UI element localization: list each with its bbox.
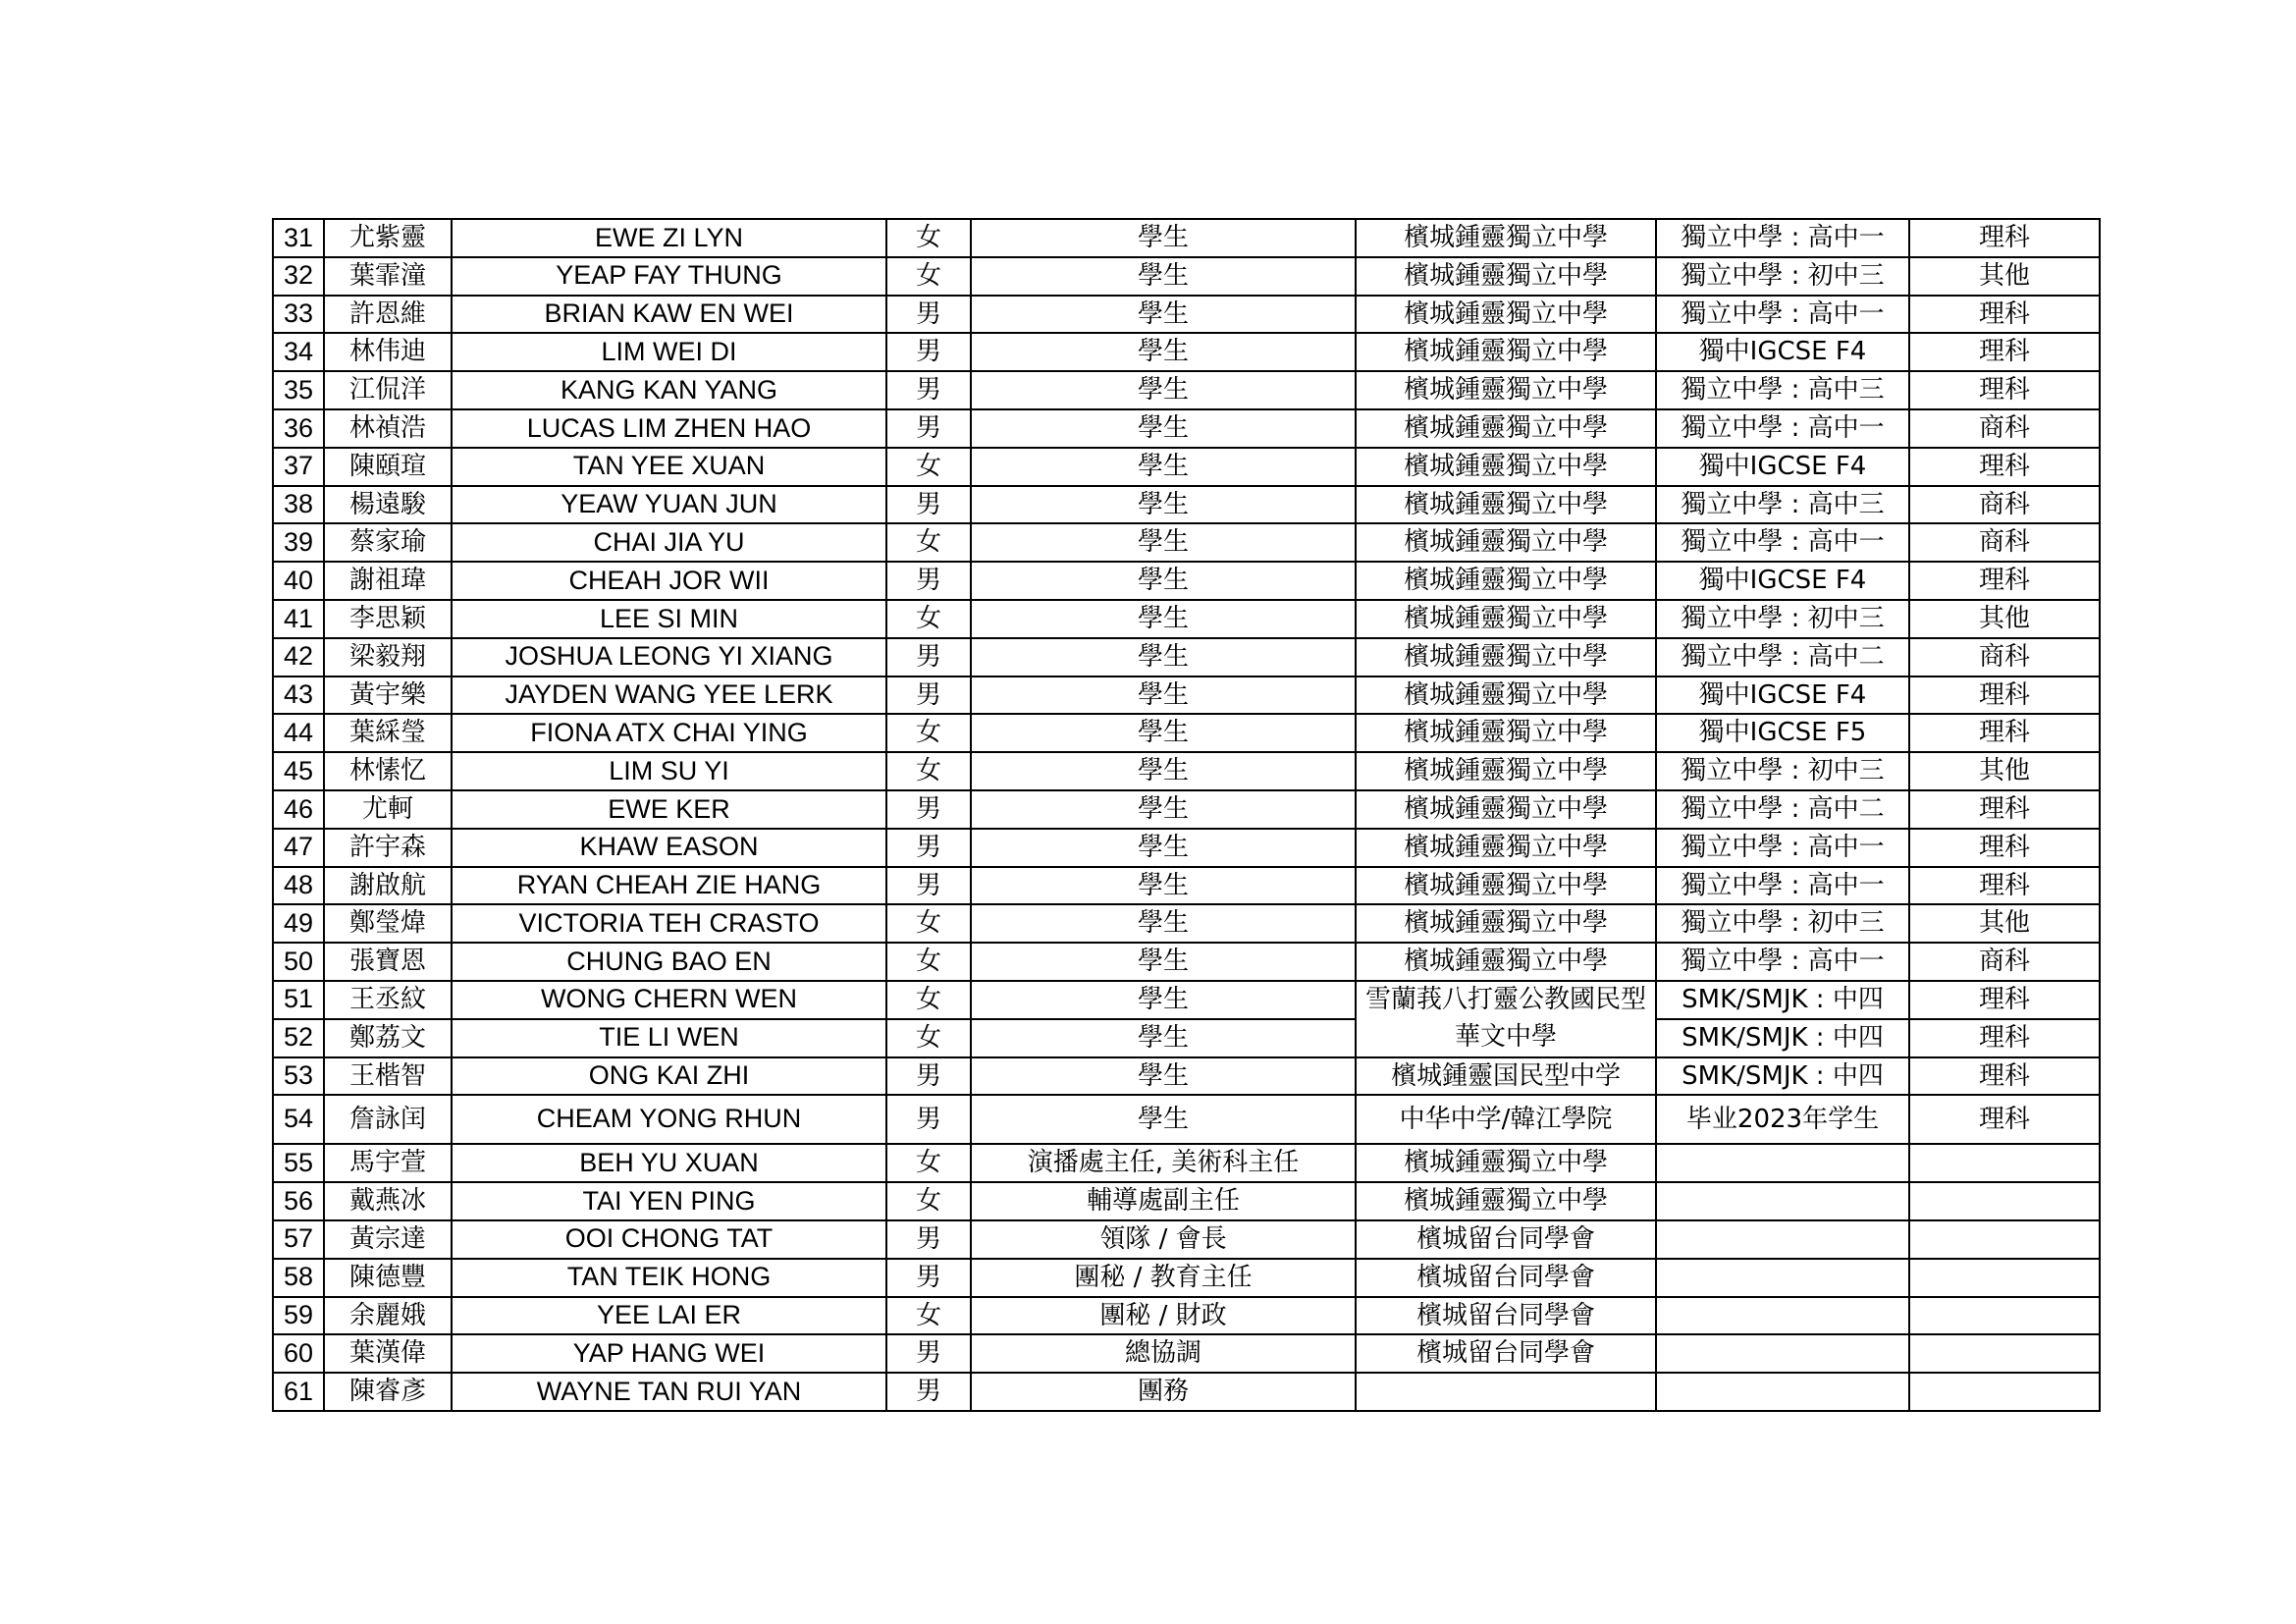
stream-cell <box>1909 1182 2100 1220</box>
table-row <box>273 1373 2100 1411</box>
stream-cell: 理科 <box>1909 219 2100 257</box>
table-row <box>273 333 2100 371</box>
english-name-cell: TAI YEN PING <box>452 1182 886 1220</box>
grade-level-cell: 獨中IGCSE F5 <box>1656 714 1909 752</box>
gender-cell: 男 <box>886 562 971 600</box>
grade-level-cell: 獨中IGCSE F4 <box>1656 677 1909 715</box>
chinese-name-cell: 詹詠闰 <box>324 1095 452 1144</box>
english-name-cell: YEAW YUAN JUN <box>452 486 886 524</box>
school-cell: 檳城鍾靈獨立中學 <box>1356 829 1656 867</box>
table-row <box>273 486 2100 524</box>
chinese-name-cell: 王楷智 <box>324 1057 452 1096</box>
chinese-name-cell: 楊遠駿 <box>324 486 452 524</box>
stream-cell: 商科 <box>1909 638 2100 677</box>
gender-cell: 女 <box>886 1019 971 1057</box>
stream-cell <box>1909 1220 2100 1259</box>
role-cell: 學生 <box>971 943 1356 981</box>
table-row <box>273 1019 2100 1057</box>
english-name-cell: LIM WEI DI <box>452 333 886 371</box>
english-name-cell: TAN YEE XUAN <box>452 448 886 486</box>
gender-cell: 男 <box>886 1057 971 1096</box>
stream-cell: 理科 <box>1909 296 2100 334</box>
english-name-cell: EWE ZI LYN <box>452 219 886 257</box>
role-cell: 學生 <box>971 296 1356 334</box>
row-number-cell: 43 <box>273 677 324 715</box>
grade-level-cell: 獨立中學 : 高中一 <box>1656 219 1909 257</box>
table-row <box>273 1057 2100 1096</box>
school-cell: 檳城鍾靈獨立中學 <box>1356 257 1656 296</box>
grade-level-cell <box>1656 1297 1909 1335</box>
table-row <box>273 904 2100 943</box>
grade-level-cell <box>1656 1182 1909 1220</box>
chinese-name-cell: 葉霏潼 <box>324 257 452 296</box>
gender-cell: 男 <box>886 829 971 867</box>
role-cell: 學生 <box>971 904 1356 943</box>
chinese-name-cell: 尤軻 <box>324 790 452 829</box>
stream-cell: 理科 <box>1909 371 2100 409</box>
stream-cell <box>1909 1334 2100 1373</box>
table-row <box>273 371 2100 409</box>
role-cell: 學生 <box>971 600 1356 638</box>
school-cell: 檳城鍾靈獨立中學 <box>1356 677 1656 715</box>
school-cell: 檳城留台同學會 <box>1356 1220 1656 1259</box>
grade-level-cell: 獨立中學 : 高中一 <box>1656 523 1909 562</box>
chinese-name-cell: 林愫忆 <box>324 752 452 790</box>
school-cell <box>1356 1373 1656 1411</box>
grade-level-cell: 獨立中學 : 高中二 <box>1656 790 1909 829</box>
chinese-name-cell: 馬宇萱 <box>324 1144 452 1182</box>
gender-cell: 女 <box>886 1182 971 1220</box>
row-number-cell: 34 <box>273 333 324 371</box>
english-name-cell: KANG KAN YANG <box>452 371 886 409</box>
table-row <box>273 752 2100 790</box>
gender-cell: 男 <box>886 1373 971 1411</box>
role-cell: 學生 <box>971 638 1356 677</box>
table-row <box>273 1220 2100 1259</box>
stream-cell: 商科 <box>1909 523 2100 562</box>
chinese-name-cell: 梁毅翔 <box>324 638 452 677</box>
row-number-cell: 56 <box>273 1182 324 1220</box>
row-number-cell: 38 <box>273 486 324 524</box>
grade-level-cell: SMK/SMJK : 中四 <box>1656 1057 1909 1096</box>
chinese-name-cell: 李思颖 <box>324 600 452 638</box>
row-number-cell: 50 <box>273 943 324 981</box>
school-cell: 檳城鍾靈獨立中學 <box>1356 448 1656 486</box>
gender-cell: 男 <box>886 790 971 829</box>
chinese-name-cell: 黃宇樂 <box>324 677 452 715</box>
school-cell: 檳城鍾靈獨立中學 <box>1356 943 1656 981</box>
english-name-cell: ONG KAI ZHI <box>452 1057 886 1096</box>
stream-cell: 理科 <box>1909 790 2100 829</box>
english-name-cell: JOSHUA LEONG YI XIANG <box>452 638 886 677</box>
table-row <box>273 219 2100 257</box>
role-cell: 學生 <box>971 486 1356 524</box>
english-name-cell: BEH YU XUAN <box>452 1144 886 1182</box>
row-number-cell: 42 <box>273 638 324 677</box>
gender-cell: 女 <box>886 257 971 296</box>
chinese-name-cell: 鄭荔文 <box>324 1019 452 1057</box>
stream-cell: 理科 <box>1909 333 2100 371</box>
school-cell: 檳城鍾靈獨立中學 <box>1356 562 1656 600</box>
role-cell: 學生 <box>971 1019 1356 1057</box>
table-row <box>273 829 2100 867</box>
english-name-cell: CHEAH JOR WII <box>452 562 886 600</box>
grade-level-cell: 毕业2023年学生 <box>1656 1095 1909 1144</box>
school-cell: 檳城鍾靈獨立中學 <box>1356 1144 1656 1182</box>
row-number-cell: 55 <box>273 1144 324 1182</box>
stream-cell: 理科 <box>1909 829 2100 867</box>
stream-cell <box>1909 1259 2100 1297</box>
table-row <box>273 677 2100 715</box>
chinese-name-cell: 葉漢偉 <box>324 1334 452 1373</box>
english-name-cell: YEAP FAY THUNG <box>452 257 886 296</box>
table-row <box>273 638 2100 677</box>
role-cell: 學生 <box>971 1095 1356 1144</box>
role-cell: 學生 <box>971 714 1356 752</box>
chinese-name-cell: 許恩維 <box>324 296 452 334</box>
role-cell: 學生 <box>971 409 1356 448</box>
stream-cell <box>1909 1297 2100 1335</box>
row-number-cell: 53 <box>273 1057 324 1096</box>
row-number-cell: 52 <box>273 1019 324 1057</box>
row-number-cell: 41 <box>273 600 324 638</box>
school-cell: 檳城留台同學會 <box>1356 1334 1656 1373</box>
chinese-name-cell: 尤紫靈 <box>324 219 452 257</box>
english-name-cell: CHEAM YONG RHUN <box>452 1095 886 1144</box>
gender-cell: 男 <box>886 1220 971 1259</box>
role-cell: 學生 <box>971 371 1356 409</box>
grade-level-cell: 獨立中學 : 高中二 <box>1656 638 1909 677</box>
chinese-name-cell: 許宇森 <box>324 829 452 867</box>
grade-level-cell: 獨立中學 : 高中一 <box>1656 296 1909 334</box>
grade-level-cell: 獨中IGCSE F4 <box>1656 562 1909 600</box>
school-cell: 檳城鍾靈獨立中學 <box>1356 714 1656 752</box>
row-number-cell: 37 <box>273 448 324 486</box>
row-number-cell: 32 <box>273 257 324 296</box>
stream-cell: 理科 <box>1909 677 2100 715</box>
role-cell: 領隊 / 會長 <box>971 1220 1356 1259</box>
gender-cell: 女 <box>886 219 971 257</box>
stream-cell: 理科 <box>1909 1095 2100 1144</box>
stream-cell <box>1909 1144 2100 1182</box>
role-cell: 學生 <box>971 677 1356 715</box>
grade-level-cell: 獨立中學 : 高中三 <box>1656 486 1909 524</box>
english-name-cell: TAN TEIK HONG <box>452 1259 886 1297</box>
school-cell: 檳城鍾靈獨立中學 <box>1356 867 1656 905</box>
school-cell: 檳城鍾靈国民型中学 <box>1356 1057 1656 1096</box>
row-number-cell: 40 <box>273 562 324 600</box>
school-cell: 檳城鍾靈獨立中學 <box>1356 371 1656 409</box>
grade-level-cell <box>1656 1220 1909 1259</box>
school-cell: 檳城鍾靈獨立中學 <box>1356 219 1656 257</box>
grade-level-cell: SMK/SMJK : 中四 <box>1656 981 1909 1019</box>
chinese-name-cell: 陳睿彥 <box>324 1373 452 1411</box>
table-row <box>273 600 2100 638</box>
school-cell: 檳城鍾靈獨立中學 <box>1356 1182 1656 1220</box>
grade-level-cell: 獨立中學 : 高中一 <box>1656 867 1909 905</box>
table-row <box>273 1095 2100 1144</box>
table-row <box>273 562 2100 600</box>
english-name-cell: LUCAS LIM ZHEN HAO <box>452 409 886 448</box>
row-number-cell: 59 <box>273 1297 324 1335</box>
school-cell: 檳城鍾靈獨立中學 <box>1356 486 1656 524</box>
chinese-name-cell: 張寶恩 <box>324 943 452 981</box>
gender-cell: 男 <box>886 1259 971 1297</box>
english-name-cell: VICTORIA TEH CRASTO <box>452 904 886 943</box>
gender-cell: 男 <box>886 677 971 715</box>
stream-cell: 理科 <box>1909 1019 2100 1057</box>
chinese-name-cell: 林伟迪 <box>324 333 452 371</box>
role-cell: 團秘 / 教育主任 <box>971 1259 1356 1297</box>
role-cell: 學生 <box>971 752 1356 790</box>
gender-cell: 男 <box>886 296 971 334</box>
gender-cell: 女 <box>886 981 971 1019</box>
gender-cell: 男 <box>886 638 971 677</box>
gender-cell: 女 <box>886 448 971 486</box>
grade-level-cell <box>1656 1373 1909 1411</box>
english-name-cell: EWE KER <box>452 790 886 829</box>
school-cell: 檳城鍾靈獨立中學 <box>1356 790 1656 829</box>
english-name-cell: CHUNG BAO EN <box>452 943 886 981</box>
chinese-name-cell: 王丞紋 <box>324 981 452 1019</box>
stream-cell: 其他 <box>1909 904 2100 943</box>
english-name-cell: YEE LAI ER <box>452 1297 886 1335</box>
gender-cell: 女 <box>886 523 971 562</box>
gender-cell: 男 <box>886 867 971 905</box>
grade-level-cell: 獨立中學 : 高中三 <box>1656 371 1909 409</box>
gender-cell: 女 <box>886 1297 971 1335</box>
school-cell: 檳城鍾靈獨立中學 <box>1356 296 1656 334</box>
table-row <box>273 981 2100 1019</box>
row-number-cell: 46 <box>273 790 324 829</box>
gender-cell: 男 <box>886 409 971 448</box>
role-cell: 學生 <box>971 333 1356 371</box>
stream-cell: 理科 <box>1909 1057 2100 1096</box>
role-cell: 學生 <box>971 523 1356 562</box>
table-row <box>273 1334 2100 1373</box>
chinese-name-cell: 謝祖瑋 <box>324 562 452 600</box>
row-number-cell: 31 <box>273 219 324 257</box>
chinese-name-cell: 林禎浩 <box>324 409 452 448</box>
role-cell: 團秘 / 財政 <box>971 1297 1356 1335</box>
table-row <box>273 448 2100 486</box>
row-number-cell: 58 <box>273 1259 324 1297</box>
school-cell: 中华中学/韓江學院 <box>1356 1095 1656 1144</box>
role-cell: 學生 <box>971 257 1356 296</box>
stream-cell: 其他 <box>1909 752 2100 790</box>
school-cell: 檳城鍾靈獨立中學 <box>1356 409 1656 448</box>
english-name-cell: LIM SU YI <box>452 752 886 790</box>
participant-table-body <box>273 219 2100 1411</box>
gender-cell: 女 <box>886 752 971 790</box>
gender-cell: 女 <box>886 904 971 943</box>
chinese-name-cell: 余麗娥 <box>324 1297 452 1335</box>
stream-cell: 商科 <box>1909 486 2100 524</box>
role-cell: 學生 <box>971 829 1356 867</box>
grade-level-cell: 獨中IGCSE F4 <box>1656 333 1909 371</box>
stream-cell: 其他 <box>1909 257 2100 296</box>
stream-cell: 商科 <box>1909 409 2100 448</box>
table-row <box>273 1182 2100 1220</box>
row-number-cell: 49 <box>273 904 324 943</box>
role-cell: 輔導處副主任 <box>971 1182 1356 1220</box>
row-number-cell: 45 <box>273 752 324 790</box>
role-cell: 團務 <box>971 1373 1356 1411</box>
stream-cell: 商科 <box>1909 943 2100 981</box>
table-row <box>273 257 2100 296</box>
gender-cell: 男 <box>886 1095 971 1144</box>
chinese-name-cell: 蔡家瑜 <box>324 523 452 562</box>
school-cell: 檳城鍾靈獨立中學 <box>1356 523 1656 562</box>
participant-table <box>272 218 2101 1412</box>
gender-cell: 女 <box>886 1144 971 1182</box>
row-number-cell: 36 <box>273 409 324 448</box>
grade-level-cell: 獨中IGCSE F4 <box>1656 448 1909 486</box>
row-number-cell: 47 <box>273 829 324 867</box>
role-cell: 學生 <box>971 1057 1356 1096</box>
chinese-name-cell: 黃宗達 <box>324 1220 452 1259</box>
grade-level-cell <box>1656 1259 1909 1297</box>
english-name-cell: CHAI JIA YU <box>452 523 886 562</box>
chinese-name-cell: 戴燕冰 <box>324 1182 452 1220</box>
english-name-cell: WONG CHERN WEN <box>452 981 886 1019</box>
table-row <box>273 943 2100 981</box>
english-name-cell: FIONA ATX CHAI YING <box>452 714 886 752</box>
school-cell: 檳城鍾靈獨立中學 <box>1356 752 1656 790</box>
school-cell: 雪蘭莪八打靈公教國民型華文中學 <box>1356 981 1656 1057</box>
grade-level-cell: 獨立中學 : 初中三 <box>1656 904 1909 943</box>
grade-level-cell: 獨立中學 : 初中三 <box>1656 257 1909 296</box>
english-name-cell: BRIAN KAW EN WEI <box>452 296 886 334</box>
row-number-cell: 33 <box>273 296 324 334</box>
chinese-name-cell: 陳頤瑄 <box>324 448 452 486</box>
grade-level-cell <box>1656 1144 1909 1182</box>
table-row <box>273 523 2100 562</box>
english-name-cell: OOI CHONG TAT <box>452 1220 886 1259</box>
gender-cell: 男 <box>886 486 971 524</box>
table-row <box>273 867 2100 905</box>
gender-cell: 男 <box>886 371 971 409</box>
chinese-name-cell: 鄭瑩煒 <box>324 904 452 943</box>
english-name-cell: RYAN CHEAH ZIE HANG <box>452 867 886 905</box>
gender-cell: 女 <box>886 600 971 638</box>
role-cell: 學生 <box>971 562 1356 600</box>
row-number-cell: 35 <box>273 371 324 409</box>
row-number-cell: 51 <box>273 981 324 1019</box>
row-number-cell: 48 <box>273 867 324 905</box>
school-cell: 檳城鍾靈獨立中學 <box>1356 638 1656 677</box>
school-cell: 檳城鍾靈獨立中學 <box>1356 904 1656 943</box>
school-cell: 檳城鍾靈獨立中學 <box>1356 600 1656 638</box>
grade-level-cell: 獨立中學 : 初中三 <box>1656 752 1909 790</box>
role-cell: 學生 <box>971 981 1356 1019</box>
gender-cell: 女 <box>886 714 971 752</box>
chinese-name-cell: 陳德豐 <box>324 1259 452 1297</box>
row-number-cell: 57 <box>273 1220 324 1259</box>
gender-cell: 男 <box>886 333 971 371</box>
chinese-name-cell: 葉綵瑩 <box>324 714 452 752</box>
stream-cell <box>1909 1373 2100 1411</box>
grade-level-cell <box>1656 1334 1909 1373</box>
role-cell: 學生 <box>971 448 1356 486</box>
table-row <box>273 409 2100 448</box>
english-name-cell: JAYDEN WANG YEE LERK <box>452 677 886 715</box>
role-cell: 學生 <box>971 867 1356 905</box>
english-name-cell: LEE SI MIN <box>452 600 886 638</box>
row-number-cell: 54 <box>273 1095 324 1144</box>
table-row <box>273 1259 2100 1297</box>
grade-level-cell: 獨立中學 : 高中一 <box>1656 829 1909 867</box>
grade-level-cell: 獨立中學 : 初中三 <box>1656 600 1909 638</box>
role-cell: 學生 <box>971 219 1356 257</box>
stream-cell: 理科 <box>1909 714 2100 752</box>
chinese-name-cell: 謝啟航 <box>324 867 452 905</box>
english-name-cell: WAYNE TAN RUI YAN <box>452 1373 886 1411</box>
row-number-cell: 39 <box>273 523 324 562</box>
row-number-cell: 44 <box>273 714 324 752</box>
stream-cell: 理科 <box>1909 981 2100 1019</box>
stream-cell: 理科 <box>1909 867 2100 905</box>
school-cell: 檳城留台同學會 <box>1356 1259 1656 1297</box>
gender-cell: 男 <box>886 1334 971 1373</box>
grade-level-cell: 獨立中學 : 高中一 <box>1656 409 1909 448</box>
table-row <box>273 1297 2100 1335</box>
english-name-cell: KHAW EASON <box>452 829 886 867</box>
stream-cell: 理科 <box>1909 562 2100 600</box>
english-name-cell: YAP HANG WEI <box>452 1334 886 1373</box>
stream-cell: 其他 <box>1909 600 2100 638</box>
grade-level-cell: 獨立中學 : 高中一 <box>1656 943 1909 981</box>
role-cell: 學生 <box>971 790 1356 829</box>
english-name-cell: TIE LI WEN <box>452 1019 886 1057</box>
row-number-cell: 61 <box>273 1373 324 1411</box>
stream-cell: 理科 <box>1909 448 2100 486</box>
table-row <box>273 296 2100 334</box>
chinese-name-cell: 江侃洋 <box>324 371 452 409</box>
table-row <box>273 790 2100 829</box>
school-cell: 檳城鍾靈獨立中學 <box>1356 333 1656 371</box>
table-row <box>273 1144 2100 1182</box>
role-cell: 總協調 <box>971 1334 1356 1373</box>
row-number-cell: 60 <box>273 1334 324 1373</box>
table-row <box>273 714 2100 752</box>
grade-level-cell: SMK/SMJK : 中四 <box>1656 1019 1909 1057</box>
gender-cell: 女 <box>886 943 971 981</box>
school-cell: 檳城留台同學會 <box>1356 1297 1656 1335</box>
role-cell: 演播處主任, 美術科主任 <box>971 1144 1356 1182</box>
